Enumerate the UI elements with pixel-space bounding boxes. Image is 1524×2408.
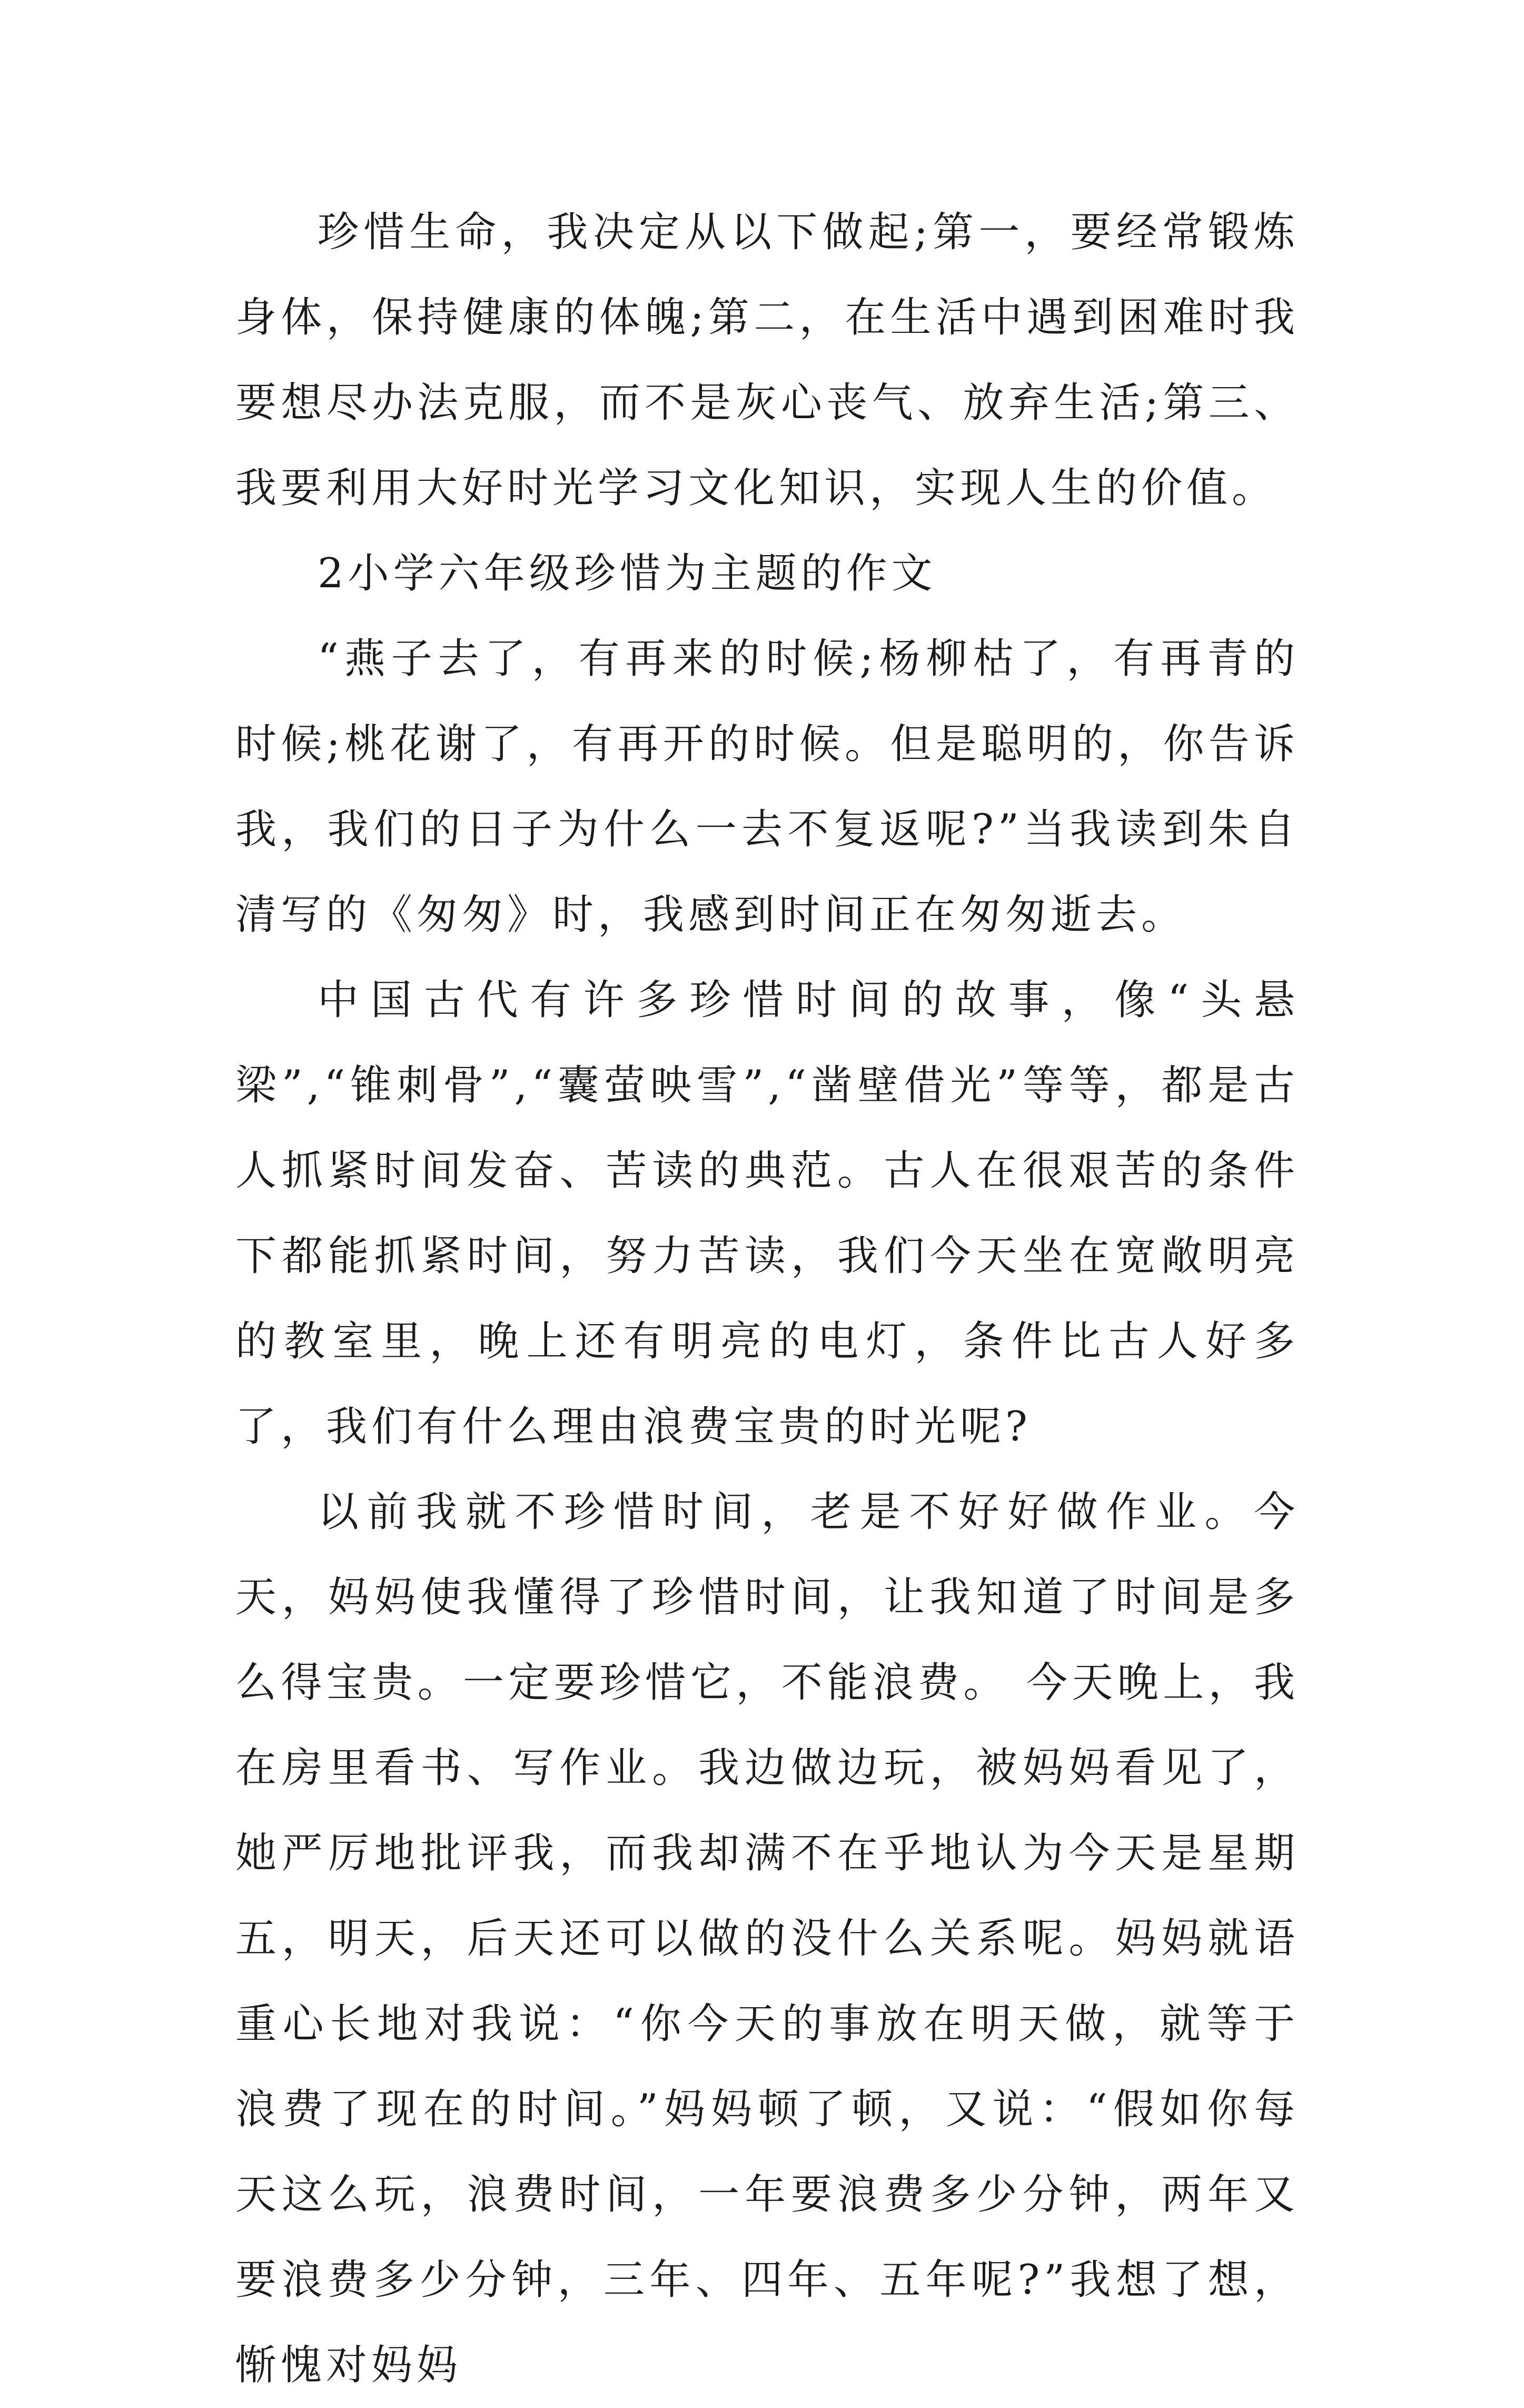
paragraph-mother-lesson: 以前我就不珍惜时间，老是不好好做作业。今天，妈妈使我懂得了珍惜时间，让我知道了时间是多么得宝贵。一定要珍惜它，不能浪费。 今天晚上，我在房里看书、写作业。我边做边玩，被妈妈看见了，她严厉地批评我，而我却满不在乎地认为今天是星期五，明天，后天还可以做的没什么关系呢。妈妈就语重心长地对我说：“你今天的事放在明天做，就等于浪费了现在的时间。”妈妈顿了顿，又说：“假如你每天这么玩，浪费时间，一年要浪费多少分钟，两年又要浪费多少分钟，三年、四年、五年呢?”我想了想，惭愧对妈妈 [235,1488,1299,2389]
paragraph-quote-congcong: “燕子去了，有再来的时候;杨柳枯了，有再青的时候;桃花谢了，有再开的时候。但是聪明的，你告诉我，我们的日子为什么一去不复返呢?”当我读到朱自清写的《匆匆》时，我感到时间正在匆匆逝去。 [235,635,1299,939]
document-body [235,190,1299,2408]
paragraph-cherish-life: 珍惜生命，我决定从以下做起;第一，要经常锻炼身体，保持健康的体魄;第二，在生活中遇到困难时我要想尽办法克服，而不是灰心丧气、放弃生活;第三、我要利用大好时光学习文化知识，实现人生的价值。 [235,209,1299,512]
section-heading: 2小学六年级珍惜为主题的作文 [318,550,937,597]
paragraph-ancient-stories: 中国古代有许多珍惜时间的故事，像“头悬梁”,“锥刺骨”,“囊萤映雪”,“凿壁借光”等等，都是古人抓紧时间发奋、苦读的典范。古人在很艰苦的条件下都能抓紧时间，努力苦读，我们今天坐在宽敞明亮的教室里，晚上还有明亮的电灯，条件比古人好多了，我们有什么理由浪费宝贵的时光呢? [235,976,1299,1450]
